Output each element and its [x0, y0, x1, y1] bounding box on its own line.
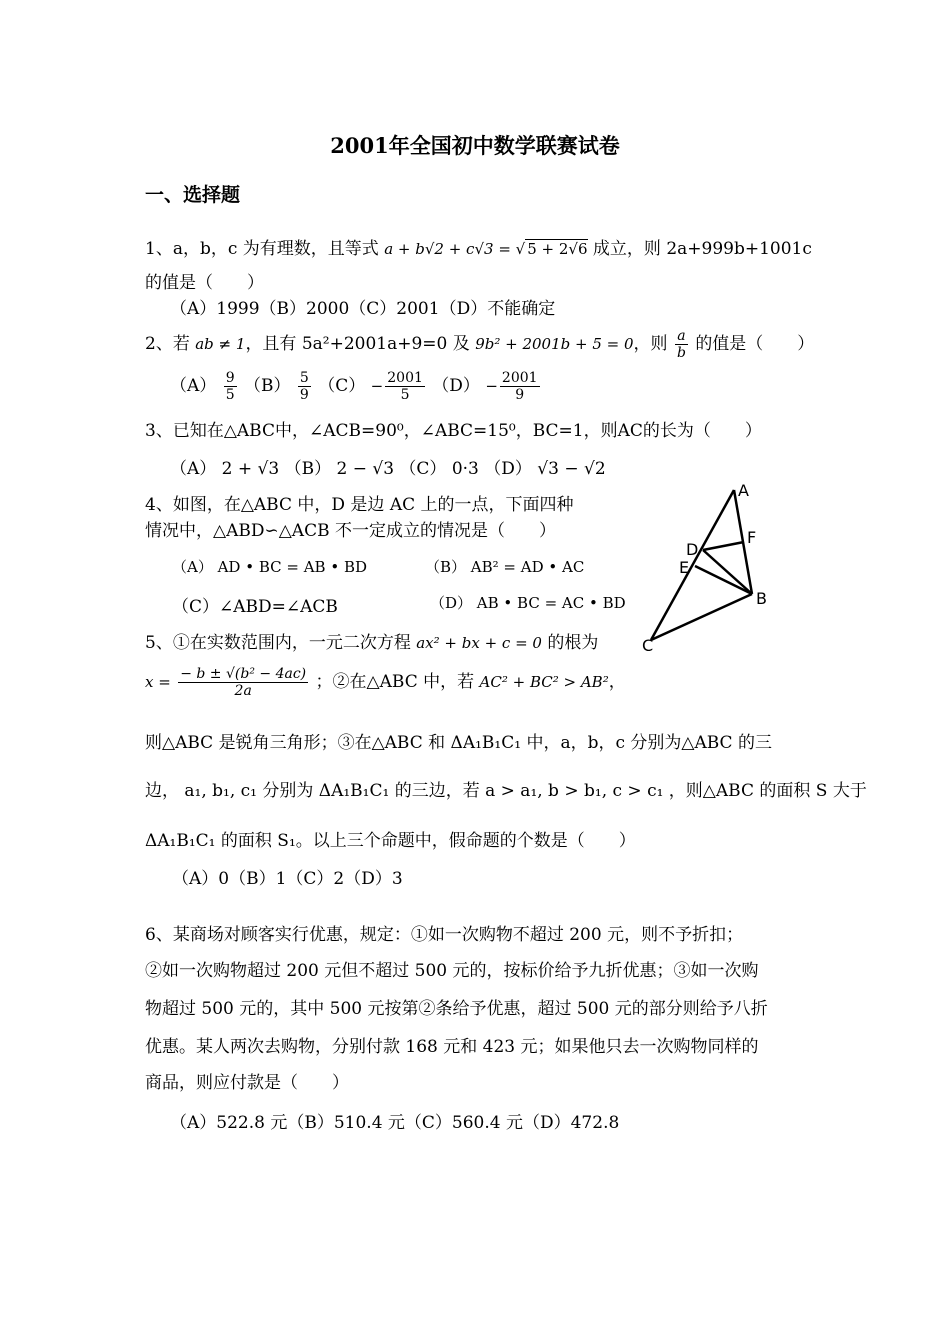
q2-choice-c-fraction: $\frac{2001}{5}$	[387, 370, 423, 403]
q2-number: 2、	[145, 334, 173, 354]
page-title: 2001年全国初中数学联赛试卷	[330, 133, 620, 158]
q2-stem-b: ，且有 5a²+2001a+9=0 及	[245, 334, 470, 354]
q5-line-4: 边， a₁, b₁, c₁ 分别为 ΔA₁B₁C₁ 的三边，若 a > a₁, b > b₁, c > c₁ ，则△ABC 的面积 S 大于	[145, 781, 867, 801]
segment-df	[703, 542, 744, 550]
q5-line1-a: ①在实数范围内，一元二次方程	[172, 633, 411, 653]
q1-choices: （A）1999（B）2000（C）2001（D）不能确定	[170, 299, 556, 319]
q6-line-2: ②如一次购物超过 200 元但不超过 500 元的，按标价给予九折优惠；③如一次购	[145, 961, 759, 981]
q2-choice-b-fraction: $\frac{5}{9}$	[299, 370, 309, 403]
q2-choice-a-label: （A）	[170, 376, 217, 396]
q5-number: 5、	[145, 633, 173, 653]
q6-line-4: 优惠。某人两次去购物，分别付款 168 元和 423 元；如果他只去一次购物同样的	[145, 1037, 759, 1057]
q2-stem-d: 的值是（ ）	[695, 334, 815, 354]
question-5-line-1	[145, 628, 598, 653]
q2-choice-d-label: （D）	[432, 376, 480, 396]
q6-line-3: 物超过 500 元的，其中 500 元按第②条给予优惠，超过 500 元的部分则给予八折	[145, 999, 768, 1019]
q5-root-x: x =	[145, 673, 171, 691]
q4-number: 4、	[145, 495, 173, 515]
q1-stem-b: 成立，则 2a+999b+1001c	[592, 239, 812, 259]
question-2-line-1	[145, 328, 814, 361]
q4-choice-b: （B） AB² = AD • AC	[425, 558, 585, 576]
q2-choice-b-label: （B）	[244, 376, 291, 396]
q2-choice-a-fraction: $\frac{9}{5}$	[225, 370, 235, 403]
q4-triangle-figure	[635, 478, 795, 658]
q4-choice-a: （A） AD • BC = AB • BD	[172, 558, 368, 576]
fig-label-f: F	[747, 528, 757, 547]
q5-root-formula: $\frac{\text{− b ± √(b² − 4ac)}}{2a}$	[180, 666, 307, 699]
fig-label-a: A	[738, 481, 749, 500]
q2-choice-d-fraction: $\frac{2001}{9}$	[501, 370, 538, 403]
q2-fraction: $\frac{a}{b}$	[676, 328, 686, 361]
q2-choice-c-label: （C）	[318, 376, 366, 396]
q5-choices: （A）0（B）1（C）2（D）3	[172, 869, 403, 889]
q2-condition-2: 9b² + 2001b + 5 = 0	[475, 335, 634, 353]
question-4-line-1	[145, 490, 574, 515]
q2-stem-a: 若	[172, 334, 190, 354]
fig-label-b: B	[756, 589, 767, 608]
q3-choices: （A） 2 + √3 （B） 2 − √3 （C） 0·3 （D） √3 − √2	[170, 459, 606, 479]
q5-line1-b: 的根为	[547, 633, 599, 653]
question-5-line-2	[145, 666, 626, 699]
q3-number: 3、	[145, 421, 173, 441]
q1-equation-rhs: 5 + 2√6	[527, 240, 588, 258]
fig-label-d: D	[686, 540, 699, 559]
q5-line2-c: ，	[608, 672, 626, 692]
q5-line-5: ΔA₁B₁C₁ 的面积 S₁。以上三个命题中，假命题的个数是（ ）	[145, 831, 636, 851]
segment-eb	[695, 566, 752, 594]
q5-line-3: 则△ABC 是锐角三角形；③在△ABC 和 ΔA₁B₁C₁ 中，a，b，c 分别为△ABC 的三	[145, 733, 772, 753]
fig-label-e: E	[679, 558, 690, 577]
q4-choice-c: （C）∠ABD=∠ACB	[172, 597, 338, 617]
q5-quadratic: ax² + bx + c = 0	[416, 634, 542, 652]
q5-inequality: AC² + BC² > AB²	[479, 673, 609, 691]
q2-condition-1: ab ≠ 1	[195, 335, 246, 353]
q6-line-5: 商品，则应付款是（ ）	[145, 1073, 349, 1093]
q4-stem-b: 情况中，△ABD∽△ACB 不一定成立的情况是（ ）	[145, 521, 556, 541]
q2-stem-c: ，则	[633, 334, 668, 354]
q6-line-1: 6、某商场对顾客实行优惠，规定：①如一次购物不超过 200 元，则不予折扣；	[145, 925, 744, 945]
q1-stem-c: 的值是（ ）	[145, 273, 264, 293]
q1-number: 1、	[145, 239, 173, 259]
edge-cb	[651, 594, 752, 640]
section-heading: 一、选择题	[145, 184, 241, 206]
q1-equation-lhs: a + b√2 + c√3 =	[384, 240, 516, 258]
q3-stem: 已知在△ABC中，∠ACB=90⁰，∠ABC=15⁰，BC=1，则AC的长为（ ）	[172, 421, 762, 441]
q2-choices: （A） $\frac{9}{5}$ （B） $\frac{5}{9}$ （C） − $\frac{2001}{5}$ （D） − $\frac{2001}{9}$	[170, 370, 538, 403]
q4-stem-a: 如图，在△ABC 中，D 是边 AC 上的一点，下面四种	[172, 495, 574, 515]
q6-choices: （A）522.8 元（B）510.4 元（C）560.4 元（D）472.8	[170, 1113, 620, 1133]
fig-label-c: C	[642, 636, 654, 655]
q1-stem-a: a，b，c 为有理数，且等式	[172, 239, 379, 259]
q4-choice-d: （D） AB • BC = AC • BD	[430, 594, 626, 612]
question-1-line-1: 1、a，b，c 为有理数，且等式 a + b√2 + c√3 = √ 5 + 2√6 成立，则 2a+999b+1001c	[145, 239, 812, 259]
q5-line2-b: ；②在△ABC 中，若	[315, 672, 475, 692]
question-3-stem	[145, 416, 762, 441]
